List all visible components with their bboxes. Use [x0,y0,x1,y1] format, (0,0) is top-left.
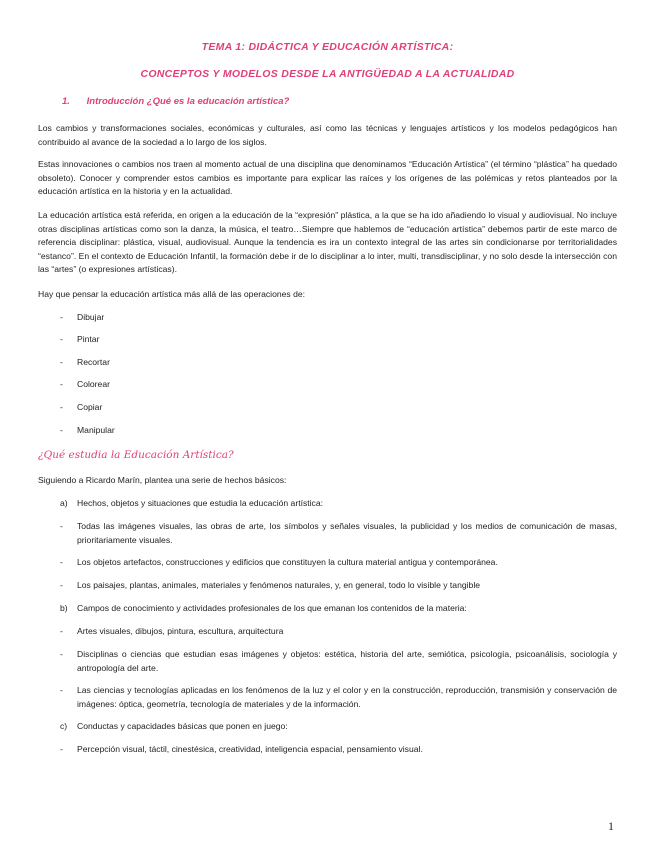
list-item-text: Disciplinas o ciencias que estudian esas imágenes y objetos: estética, historia del arte, semiótica, psicología, psicoanálisis, sociología y antropología del arte. [77,649,617,673]
letter-marker-a: a) [60,498,68,508]
operation-item [60,378,617,392]
dash-marker: - [60,425,63,435]
dash-marker: - [60,557,63,567]
letter-marker-b: b) [60,603,68,613]
paragraph-2: Estas innovaciones o cambios nos traen al momento actual de una disciplina que denominamos “Educación Artística” (el término “plástica” ha quedado obsoleto). Conocer y comprender estos cambios es importante para explicar las raíces y los orígenes de las polémicas y retos planteados por la educación artística en la historia y en la actualidad. [38,159,617,196]
list-item-text: Las ciencias y tecnologías aplicadas en los fenómenos de la luz y el color y en la construcción, reproducción, transmisión y conservación de imágenes: óptica, geometría, tecnología de materiales y de la información. [77,685,617,709]
list-item-b-text: Campos de conocimiento y actividades profesionales de los que emanan los contenidos de la materia: [77,603,467,613]
list-item [60,579,617,593]
list-item-text: Los paisajes, plantas, animales, materiales y fenómenos naturales, y, en general, todo lo visible y tangible [77,580,481,590]
dash-marker: - [60,685,63,695]
operation-label: Copiar [77,402,103,412]
operation-item [60,424,617,438]
page-number: 1 [608,819,614,833]
section-2-heading: ¿Qué estudia la Educación Artística? [38,449,234,461]
operation-item [60,311,617,325]
dash-marker: - [60,379,63,389]
list-item [60,648,617,675]
operation-label: Colorear [77,379,110,389]
operation-item [60,333,617,347]
list-item [60,625,617,639]
list-item-text: Todas las imágenes visuales, las obras de arte, los símbolos y señales visuales, la publicidad y los medios de comunicación de masas, prioritariamente visuales. [77,521,617,545]
letter-marker-c: c) [60,721,68,731]
dash-marker: - [60,312,63,322]
paragraph-4: Hay que pensar la educación artística más allá de las operaciones de: [38,289,306,299]
list-item-c-text: Conductas y capacidades básicas que ponen en juego: [77,721,288,731]
dash-marker: - [60,626,63,636]
list-item [60,684,617,711]
operation-item [60,401,617,415]
section-1-heading [62,96,289,107]
list-item-text: Percepción visual, táctil, cinestésica, creatividad, inteligencia espacial, pensamiento visual. [77,744,423,754]
section-1-title: Introducción ¿Qué es la educación artística? [86,96,290,107]
list-item-a-text: Hechos, objetos y situaciones que estudia la educación artística: [77,498,324,508]
list-item-text: Artes visuales, dibujos, pintura, escultura, arquitectura [77,626,284,636]
dash-marker: - [60,521,63,531]
section-1-number: 1. [62,96,70,107]
dash-marker: - [60,649,63,659]
list-item [60,520,617,547]
dash-marker: - [60,580,63,590]
dash-marker: - [60,402,63,412]
list-item-text: Los objetos artefactos, construcciones y edificios que constituyen la cultura material antigua y contemporánea. [77,557,498,567]
list-item [60,556,617,570]
operation-label: Recortar [77,357,110,367]
operation-label: Pintar [77,334,100,344]
dash-marker: - [60,744,63,754]
list-item-c [60,720,617,734]
paragraph-3: La educación artística está referida, en origen a la educación de la “expresión” plástica, a la que se ha ido añadiendo lo visual y audiovisual. No incluye otras disciplinas artísticas como son la danza, la música, el teatro…Siempre que hablemos de “educación artística” debemos partir de este marco de referencia disciplinar: plástica, visual, audiovisual. Aunque la tendencia es ira un contexto integral de las artes sin condicionarse por territorialidades “estanco”. En el contexto de Educación Infantil, la formación debe ir de lo disciplinar a lo inter, multi, transdisciplinar, y no solo desde la intersección con las “artes” (o expresiones artísticas). [38,210,617,274]
operation-label: Dibujar [77,312,105,322]
list-item-a [60,497,617,511]
list-item-b [60,602,617,616]
title-line-2: CONCEPTOS Y MODELOS DESDE LA ANTIGÜEDAD A LA ACTUALIDAD [140,68,515,80]
operation-label: Manipular [77,425,115,435]
dash-marker: - [60,357,63,367]
dash-marker: - [60,334,63,344]
operation-item [60,356,617,370]
section-2-intro: Siguiendo a Ricardo Marín, plantea una serie de hechos básicos: [38,475,287,485]
list-item [60,743,617,757]
title-line-1: TEMA 1: DIDÁCTICA Y EDUCACIÓN ARTÍSTICA: [201,41,454,53]
paragraph-1: Los cambios y transformaciones sociales, económicas y culturales, así como las técnicas y lenguajes artísticos y los modelos pedagógicos han contribuido al avance de la sociedad a lo largo de los siglos. [38,123,617,147]
